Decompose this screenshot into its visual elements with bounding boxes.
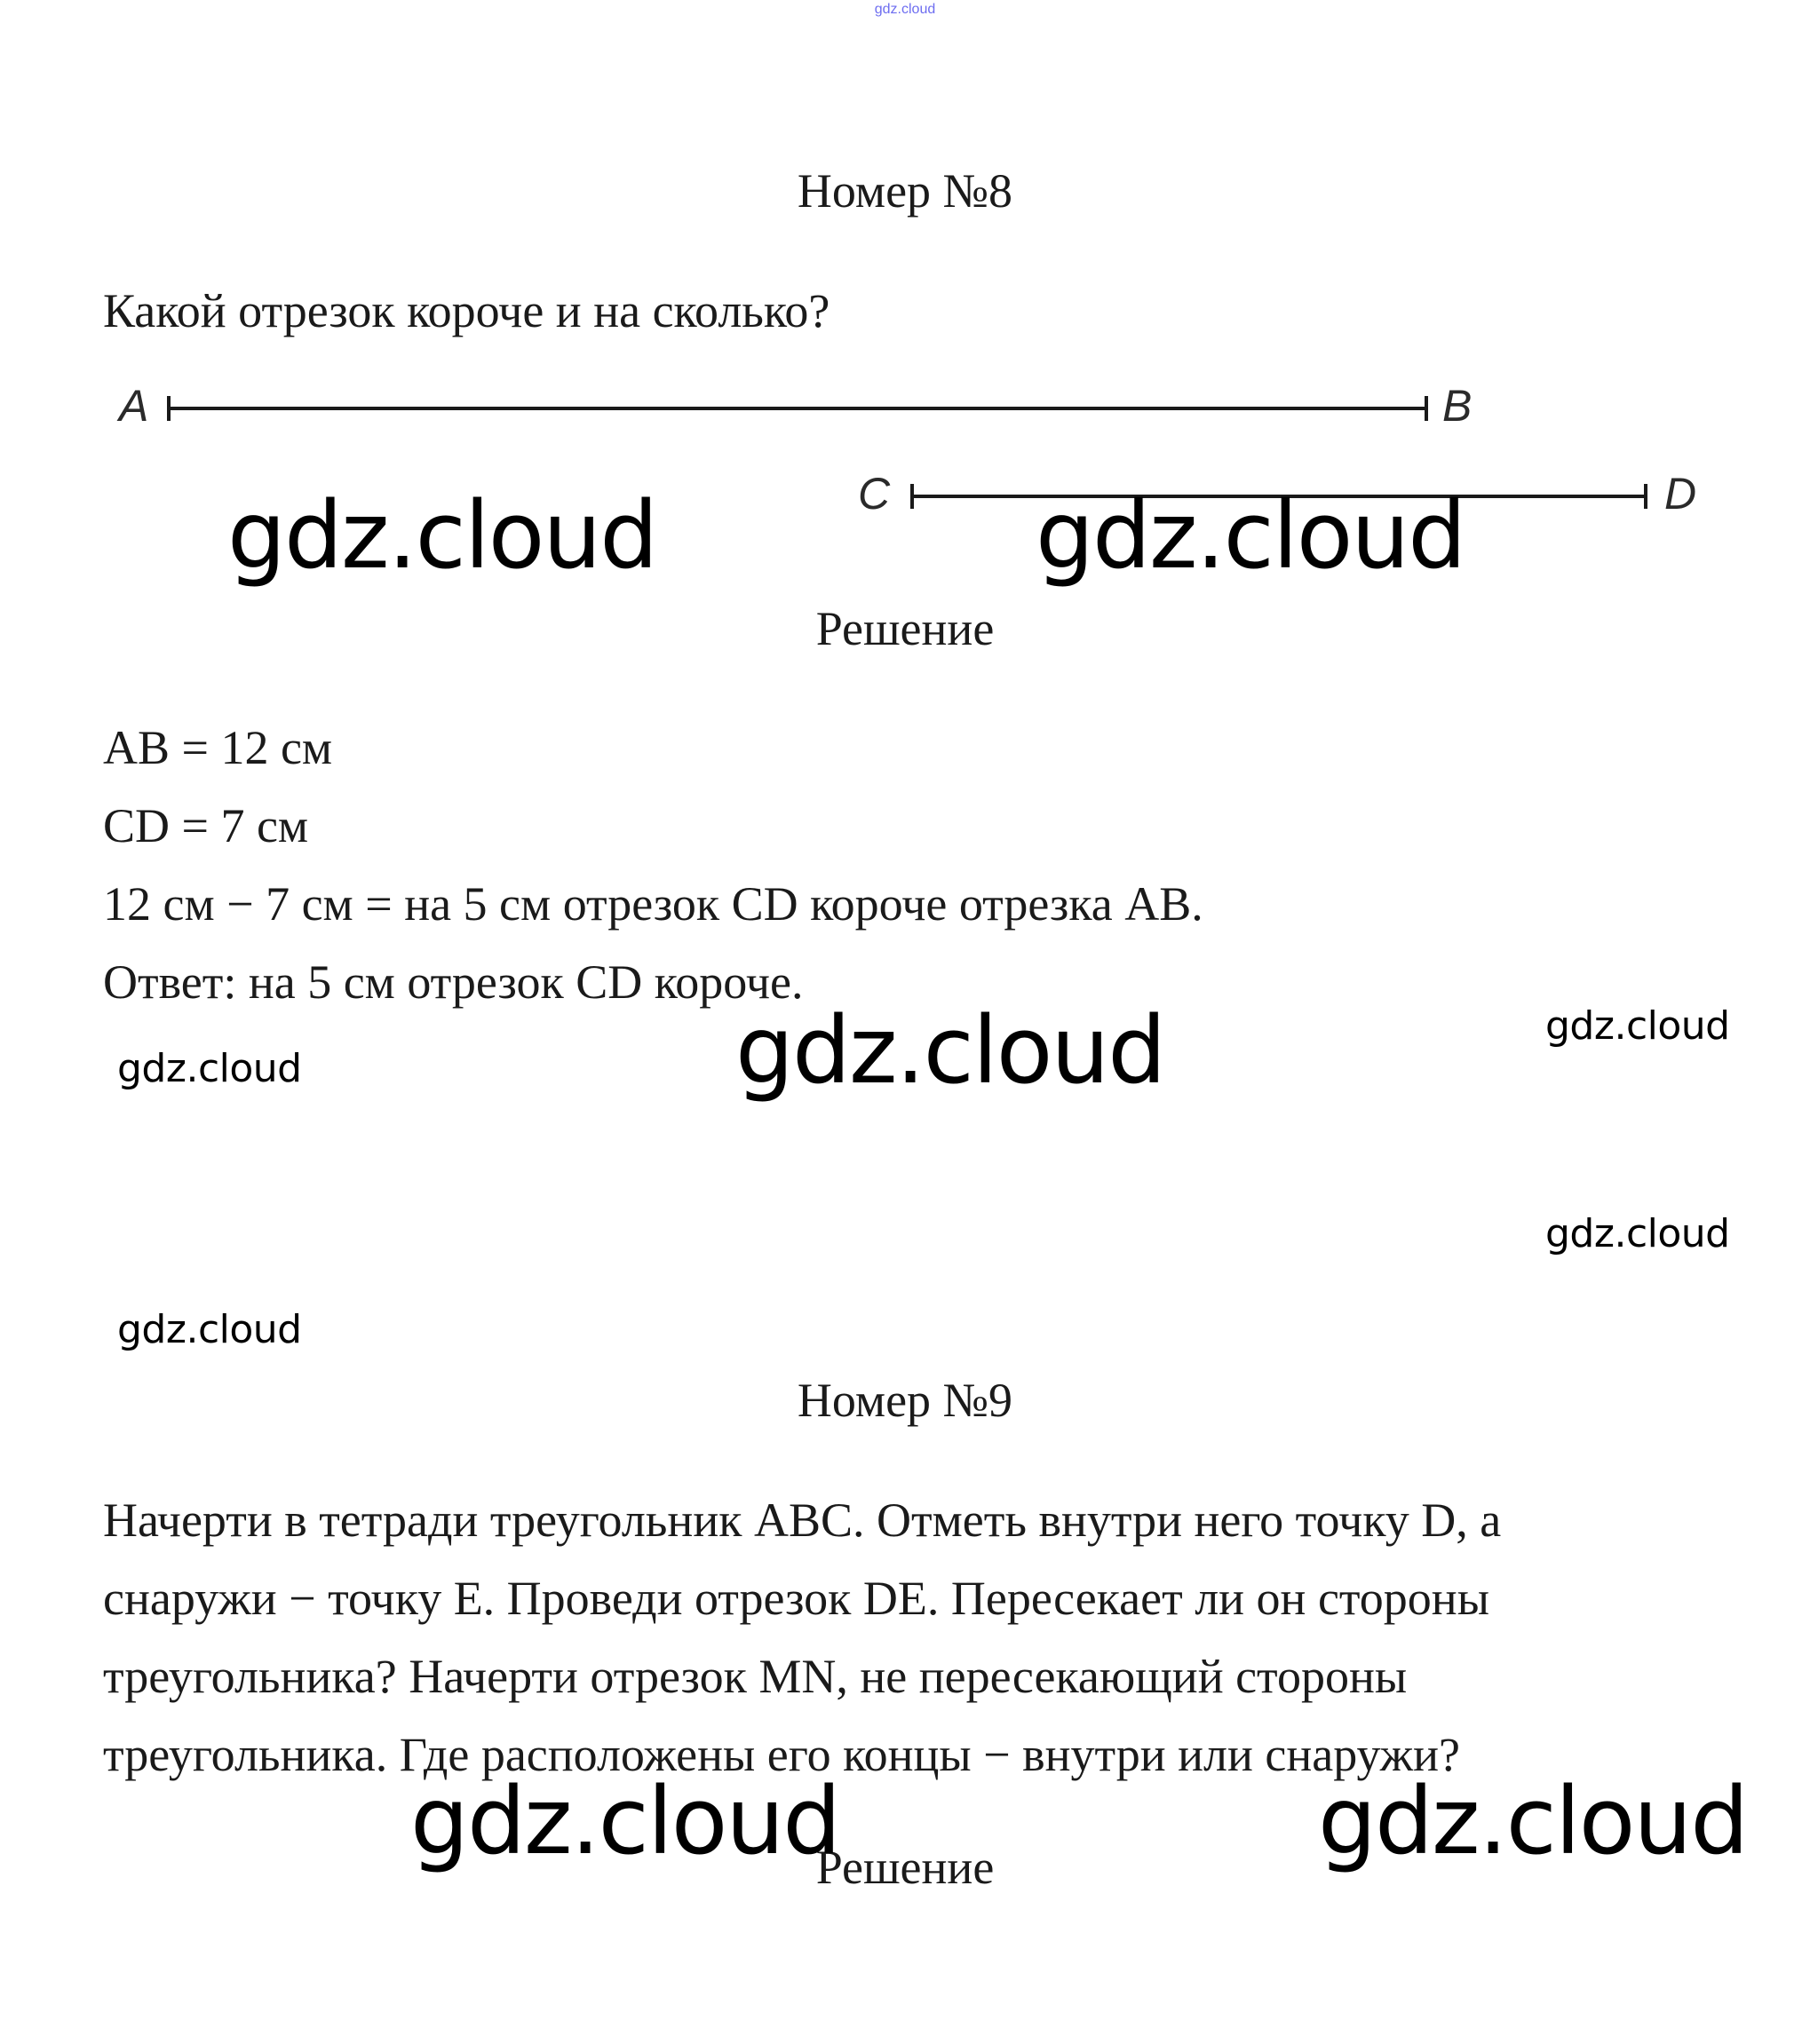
watermark: gdz.cloud: [1318, 1767, 1748, 1875]
point-d-label: D: [1664, 469, 1697, 519]
point-b-label: B: [1442, 381, 1473, 431]
watermark: gdz.cloud: [735, 996, 1165, 1105]
solution-line: CD = 7 см: [103, 799, 309, 852]
site-mark: gdz.cloud: [874, 2, 936, 17]
task9-solution-title: Решение: [815, 1841, 995, 1894]
answer-line: Ответ: на 5 см отрезок CD короче.: [103, 955, 804, 1009]
task8-solution-title: Решение: [815, 602, 995, 655]
watermark: gdz.cloud: [1036, 481, 1465, 590]
watermark: gdz.cloud: [227, 481, 657, 590]
task8-question: Какой отрезок короче и на сколько?: [103, 284, 830, 337]
solution-line: 12 см − 7 см = на 5 см отрезок CD короче отрезка AB.: [103, 877, 1203, 931]
watermark: gdz.cloud: [1545, 1003, 1730, 1049]
solution-line: AB = 12 см: [103, 721, 333, 774]
point-a-label: A: [119, 381, 149, 431]
watermark: gdz.cloud: [410, 1767, 840, 1875]
task8-title: Номер №8: [797, 164, 1013, 218]
task9-question-line: треугольника? Начерти отрезок MN, не пересекающий стороны: [103, 1650, 1408, 1703]
task9-question-line: треугольника. Где расположены его концы − внутри или снаружи?: [103, 1728, 1460, 1781]
watermark: gdz.cloud: [117, 1046, 302, 1091]
watermark: gdz.cloud: [1545, 1211, 1730, 1256]
task9-question-line: Начерти в тетради треугольник ABC. Отметь внутри него точку D, а: [103, 1493, 1502, 1547]
watermark: gdz.cloud: [117, 1307, 302, 1352]
point-c-label: C: [858, 469, 891, 519]
task9-title: Номер №9: [797, 1374, 1013, 1427]
task9-question-line: снаружи − точку E. Проведи отрезок DE. Пересекает ли он стороны: [103, 1572, 1489, 1625]
